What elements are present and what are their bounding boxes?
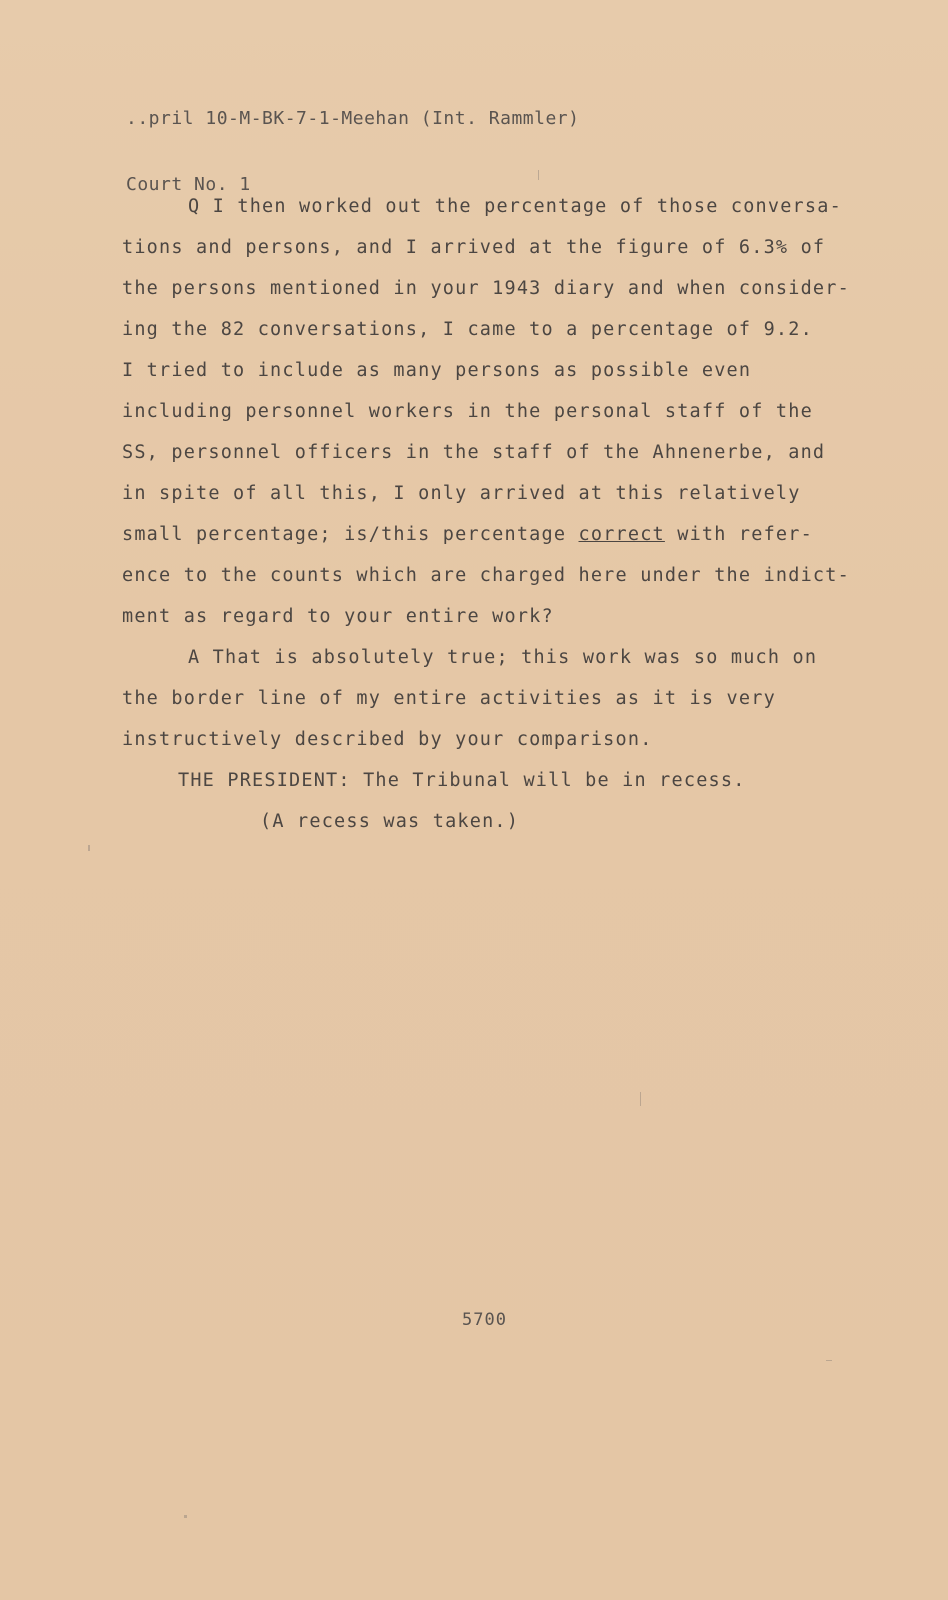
header-case-reference: ..pril 10-M-BK-7-1-Meehan (Int. Rammler) xyxy=(126,108,580,129)
transcript-line-end: with refer- xyxy=(664,524,813,545)
paper-speck xyxy=(826,1360,832,1361)
transcript-line: THE PRESIDENT: The Tribunal will be in recess. xyxy=(178,770,746,791)
transcript-line: including personnel workers in the personal staff of the xyxy=(122,401,813,422)
transcript-line: in spite of all this, I only arrived at this relatively xyxy=(122,483,801,504)
transcript-line-start: small percentage; is/this percentage xyxy=(122,524,579,545)
paper-speck xyxy=(88,845,90,851)
page-number: 5700 xyxy=(462,1310,507,1330)
transcript-line: tions and persons, and I arrived at the figure of 6.3% of xyxy=(122,237,826,258)
paper-speck xyxy=(184,1515,187,1518)
transcript-line: the persons mentioned in your 1943 diary and when consider- xyxy=(122,278,850,299)
paper-speck xyxy=(640,1092,641,1106)
transcript-line: Q I then worked out the percentage of those conversa- xyxy=(188,196,842,217)
transcript-line: ence to the counts which are charged here under the indict- xyxy=(122,565,850,586)
transcript-line: (A recess was taken.) xyxy=(260,811,520,832)
transcript-line: ment as regard to your entire work? xyxy=(122,606,554,627)
underlined-word: correct xyxy=(578,524,665,545)
paper-speck xyxy=(538,170,539,180)
transcript-line: SS, personnel officers in the staff of the Ahnenerbe, and xyxy=(122,442,826,463)
header-court-number: Court No. 1 xyxy=(126,174,251,195)
transcript-body xyxy=(122,186,862,842)
transcript-line: A That is absolutely true; this work was so much on xyxy=(188,647,818,668)
transcript-line: ing the 82 conversations, I came to a percentage of 9.2. xyxy=(122,319,813,340)
transcript-line: I tried to include as many persons as possible even xyxy=(122,360,752,381)
transcript-line: the border line of my entire activities as it is very xyxy=(122,688,776,709)
transcript-line: instructively described by your comparison. xyxy=(122,729,653,750)
transcript-line xyxy=(122,514,862,555)
